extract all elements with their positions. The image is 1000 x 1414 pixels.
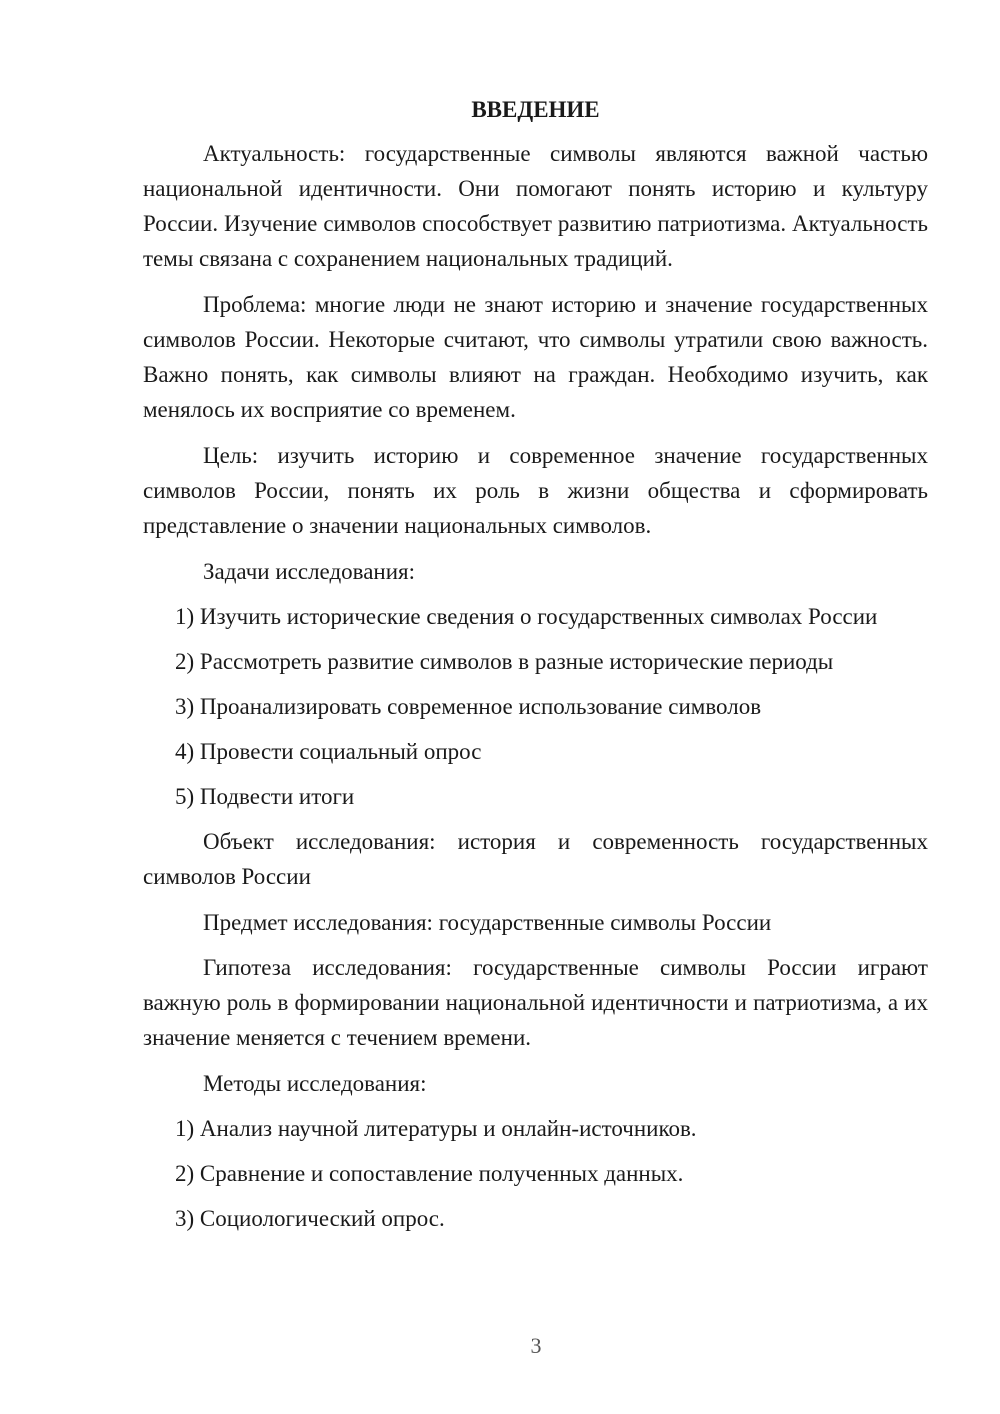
goal-paragraph: Цель: изучить историю и современное значение государственных символов России, понять их роль в жизни общества и сформировать представление о значении национальных символов. [143,443,928,538]
method-item: 2) Сравнение и сопоставление полученных данных. [175,1161,684,1186]
subject-paragraph: Предмет исследования: государственные символы России [203,910,772,935]
tasks-list [143,599,928,814]
task-item: 5) Подвести итоги [175,784,355,809]
section-heading: ВВЕДЕНИЕ [471,97,600,122]
document-body [143,94,928,1246]
tasks-label: Задачи исследования: [203,559,416,584]
method-item: 3) Социологический опрос. [175,1206,445,1231]
task-item: 2) Рассмотреть развитие символов в разные исторические периоды [175,649,834,674]
methods-list [143,1111,928,1236]
relevance-paragraph: Актуальность: государственные символы являются важной частью национальной идентичности. Они помогают понять историю и культуру России. Изучение символов способствует развитию патриотизма. Актуальность темы связана с сохранением национальных традиций. [143,141,928,271]
page-number: 3 [530,1333,542,1358]
method-item: 1) Анализ научной литературы и онлайн-источников. [175,1116,697,1141]
hypothesis-paragraph: Гипотеза исследования: государственные символы России играют важную роль в формировании национальной идентичности и патриотизма, а их значение меняется с течением времени. [143,955,928,1050]
task-item: 3) Проанализировать современное использование символов [175,694,762,719]
problem-paragraph: Проблема: многие люди не знают историю и значение государственных символов России. Некоторые считают, что символы утратили свою важность. Важно понять, как символы влияют на граждан. Необходимо изучить, как менялось их восприятие со временем. [143,292,928,422]
object-paragraph: Объект исследования: история и современность государственных символов России [143,829,928,889]
task-item: 1) Изучить исторические сведения о государственных символах России [175,604,878,629]
task-item: 4) Провести социальный опрос [175,739,482,764]
methods-label: Методы исследования: [203,1071,427,1096]
